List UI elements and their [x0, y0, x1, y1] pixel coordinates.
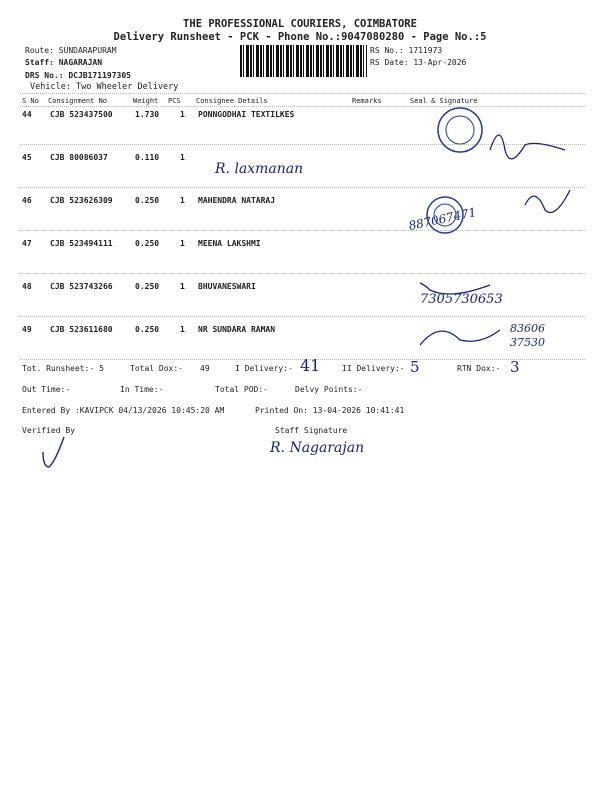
row-weight: 1.730	[135, 110, 160, 119]
handwritten-phone-1: 887067471	[407, 205, 478, 233]
i-delivery-value: 41	[300, 356, 321, 375]
runsheet-subtitle: Delivery Runsheet - PCK - Phone No.:9047080280 - Page No.:5	[113, 31, 487, 43]
vehicle: Vehicle: Two Wheeler Delivery	[30, 82, 179, 92]
row-consignee: NR SUNDARA RAMAN	[198, 325, 276, 334]
row-consignment-no: CJB 523437500	[50, 110, 113, 119]
ii-delivery-value: 5	[410, 358, 420, 376]
route: Route: SUNDARAPURAM	[25, 46, 117, 55]
row-weight: 0.250	[135, 239, 160, 248]
row-consignee: BHUVANESWARI	[198, 282, 256, 291]
row-consignment-no: CJB 523743266	[50, 282, 113, 291]
row-sno: 49	[22, 325, 32, 334]
col-sno: S No	[22, 97, 39, 105]
drs-no: DRS No.: DCJB171197305	[25, 71, 131, 80]
col-remarks: Remarks	[352, 97, 382, 105]
rtn-dox-value: 3	[510, 358, 520, 376]
staff: Staff: NAGARAJAN	[25, 58, 103, 67]
verified-signature	[35, 432, 75, 472]
printed-on: Printed On: 13-04-2026 10:41:41	[255, 406, 405, 415]
col-weight: Weight	[133, 97, 159, 105]
row-consignment-no: CJB 523626309	[50, 196, 113, 205]
row-handwritten-name: R. laxmanan	[215, 161, 304, 177]
row-pcs: 1	[180, 153, 185, 162]
row-sno: 44	[22, 110, 32, 119]
row-consignee: MEENA LAKSHMI	[198, 239, 261, 248]
col-pcs: PCS	[168, 97, 181, 105]
total-pod: Total POD:-	[215, 385, 268, 394]
row-consignee: PONNGODHAI TEXTILKES	[198, 110, 295, 119]
col-consignee: Consignee Details	[196, 97, 268, 105]
row-consignment-no: CJB 80086037	[50, 153, 108, 162]
barcode	[240, 45, 367, 77]
company-title: THE PROFESSIONAL COURIERS, COIMBATORE	[183, 18, 417, 30]
staff-signature-label: Staff Signature	[275, 426, 348, 435]
row-consignment-no: CJB 523494111	[50, 239, 113, 248]
row-sno: 45	[22, 153, 32, 162]
row-pcs: 1	[180, 196, 185, 205]
seal-signatures	[420, 100, 590, 350]
staff-signature: R. Nagarajan	[270, 440, 365, 456]
row-sno: 48	[22, 282, 32, 291]
rs-no: RS No.: 1711973	[370, 46, 443, 55]
total-dox-value: 49	[200, 364, 210, 373]
handwritten-number-3: 83606 37530	[510, 322, 545, 349]
rtn-dox-label: RTN Dox:-	[457, 364, 501, 373]
row-pcs: 1	[180, 110, 185, 119]
row-pcs: 1	[180, 282, 185, 291]
col-consignment: Consignment No	[48, 97, 108, 105]
row-consignee: MAHENDRA NATARAJ	[198, 196, 276, 205]
handwritten-phone-2: 7305730653	[420, 292, 503, 307]
row-pcs: 1	[180, 239, 185, 248]
rs-date: RS Date: 13-Apr-2026	[370, 58, 467, 67]
col-seal: Seal & Signature	[410, 97, 478, 105]
delvy-points: Delvy Points:-	[295, 385, 363, 394]
verified-by: Verified By	[22, 426, 75, 435]
row-consignment-no: CJB 523611680	[50, 325, 113, 334]
row-weight: 0.250	[135, 325, 160, 334]
tot-runsheet: Tot. Runsheet:- 5	[22, 364, 104, 373]
row-sno: 46	[22, 196, 32, 205]
i-delivery-label: I Delivery:-	[235, 364, 293, 373]
row-pcs: 1	[180, 325, 185, 334]
row-weight: 0.250	[135, 196, 160, 205]
out-time: Out Time:-	[22, 385, 71, 394]
row-sno: 47	[22, 239, 32, 248]
row-weight: 0.110	[135, 153, 160, 162]
ii-delivery-label: II Delivery:-	[342, 364, 405, 373]
row-weight: 0.250	[135, 282, 160, 291]
entered-by: Entered By :KAVIPCK 04/13/2026 10:45:20 AM	[22, 406, 225, 415]
in-time: In Time:-	[120, 385, 164, 394]
total-dox-label: Total Dox:-	[130, 364, 183, 373]
